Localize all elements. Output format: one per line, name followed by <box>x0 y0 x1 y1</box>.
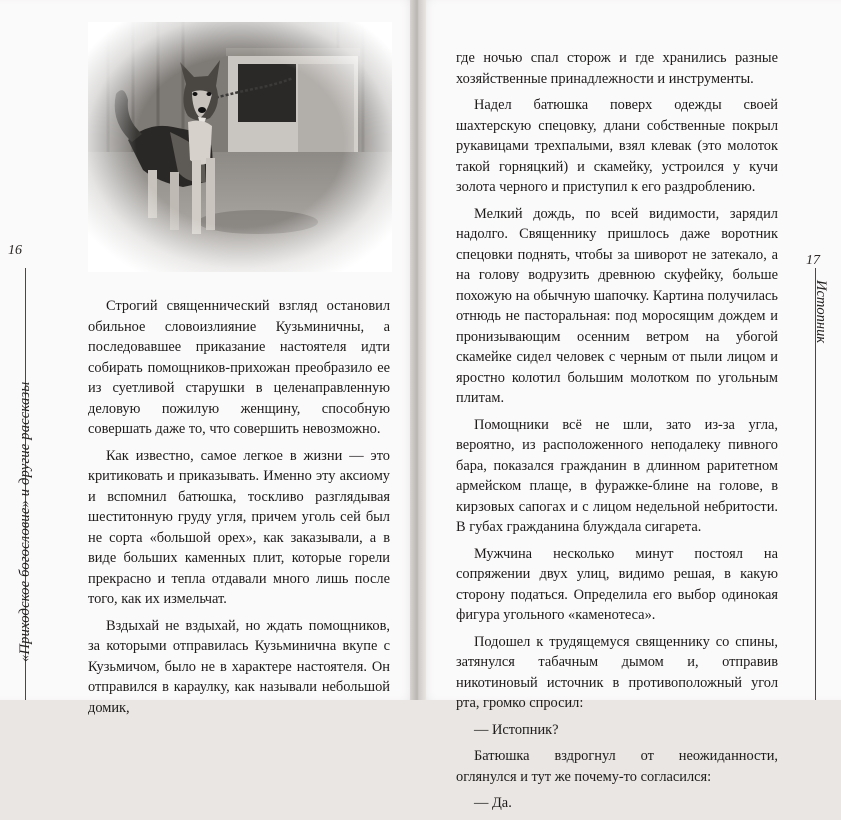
dialogue-line: — Истопник? <box>474 721 559 738</box>
dog-photo-image <box>88 22 392 272</box>
dog-photo <box>88 22 392 272</box>
running-head-left: «Приходское богословие» и другие рассказы <box>17 381 33 662</box>
paragraph: Мужчина несколько минут постоял на сопряжении двух улиц, видимо решая, в какую сторону податься. Определила его выбор одинокая фигура угольного «каменотеса». <box>456 545 778 623</box>
paragraph-continuation: где ночью спал сторож и где хранились разные хозяйственные принадлежности и инструменты. <box>456 50 778 87</box>
left-page-text <box>88 296 390 724</box>
paragraph: Надел батюшка поверх одежды своей шахтерскую спецовку, длани собственные покрыл рукавицами трехпалыми, взял клевак (это молоток такой горняцкий) и скамейку, устроился у кучи золота черного и приступил к его раздроблению. <box>456 97 778 195</box>
paragraph: Вздыхай не вздыхай, но ждать помощников, за которыми отправилась Кузьминична вкупе с Кузьмичом, было не в характере настоятеля. Он отправился в караулку, как называли небольшой домик, <box>88 617 390 716</box>
paragraph: Батюшка вздрогнул от неожиданности, оглянулся и тут же почему-то согласился: <box>456 748 778 785</box>
dialogue-line: — Да. <box>474 795 512 811</box>
page-number-left: 16 <box>8 243 22 258</box>
paragraph: Подошел к трудящемуся священнику со спины, затянулся табачным дымом и, отправив никотиновый источник в противоположный угол рта, громко спросил: <box>456 633 778 711</box>
paragraph: Как известно, самое легкое в жизни — это критиковать и приказывать. Именно эту аксиому и вспомнил батюшка, тоскливо разглядывая шеститонную груду угля, причем уголь сей был не сорта «большой орех», как заказывали, а в виде больших каменных плит, которые горели прекрасно и тепла отдавали много лишь после того, как их измельчат. <box>88 447 390 607</box>
paragraph: Строгий священнический взгляд остановил обильное словоизлияние Кузьминичны, а последовавшее приказание настоятеля идти собирать помощников-прихожан преобразило ее из суетливой старушки в целенаправленную деловую пожилую женщину, способную совершать даже то, что совершить невозможно. <box>88 298 390 437</box>
right-page-text <box>456 48 778 820</box>
paragraph: Помощники всё не шли, зато из-за угла, вероятно, из расположенного неподалеку пивного бара, показался гражданин в длинном раритетном армейском плаще, в фуражке-блине на голове, в кирзовых сапогах и с лицом недельной небритости. В губах гражданина блуждала сигарета. <box>456 416 778 535</box>
paragraph: Мелкий дождь, по всей видимости, зарядил надолго. Священнику пришлось даже воротник спецовки поднять, чтобы за шиворот не затекало, а на голову водрузить древнюю скуфейку, больше похожую на обычную шапочку. Картина получилась отнюдь не пасторальная: под моросящим дождем и пронизывающим осенним ветром на убогой скамейке сидел человек с черным от пыли лицом и яростно колотил большим молотком по угольным плитам. <box>456 205 778 406</box>
running-head-right: Истопник <box>813 280 829 344</box>
page-number-right: 17 <box>806 253 820 268</box>
book-gutter <box>410 0 426 700</box>
